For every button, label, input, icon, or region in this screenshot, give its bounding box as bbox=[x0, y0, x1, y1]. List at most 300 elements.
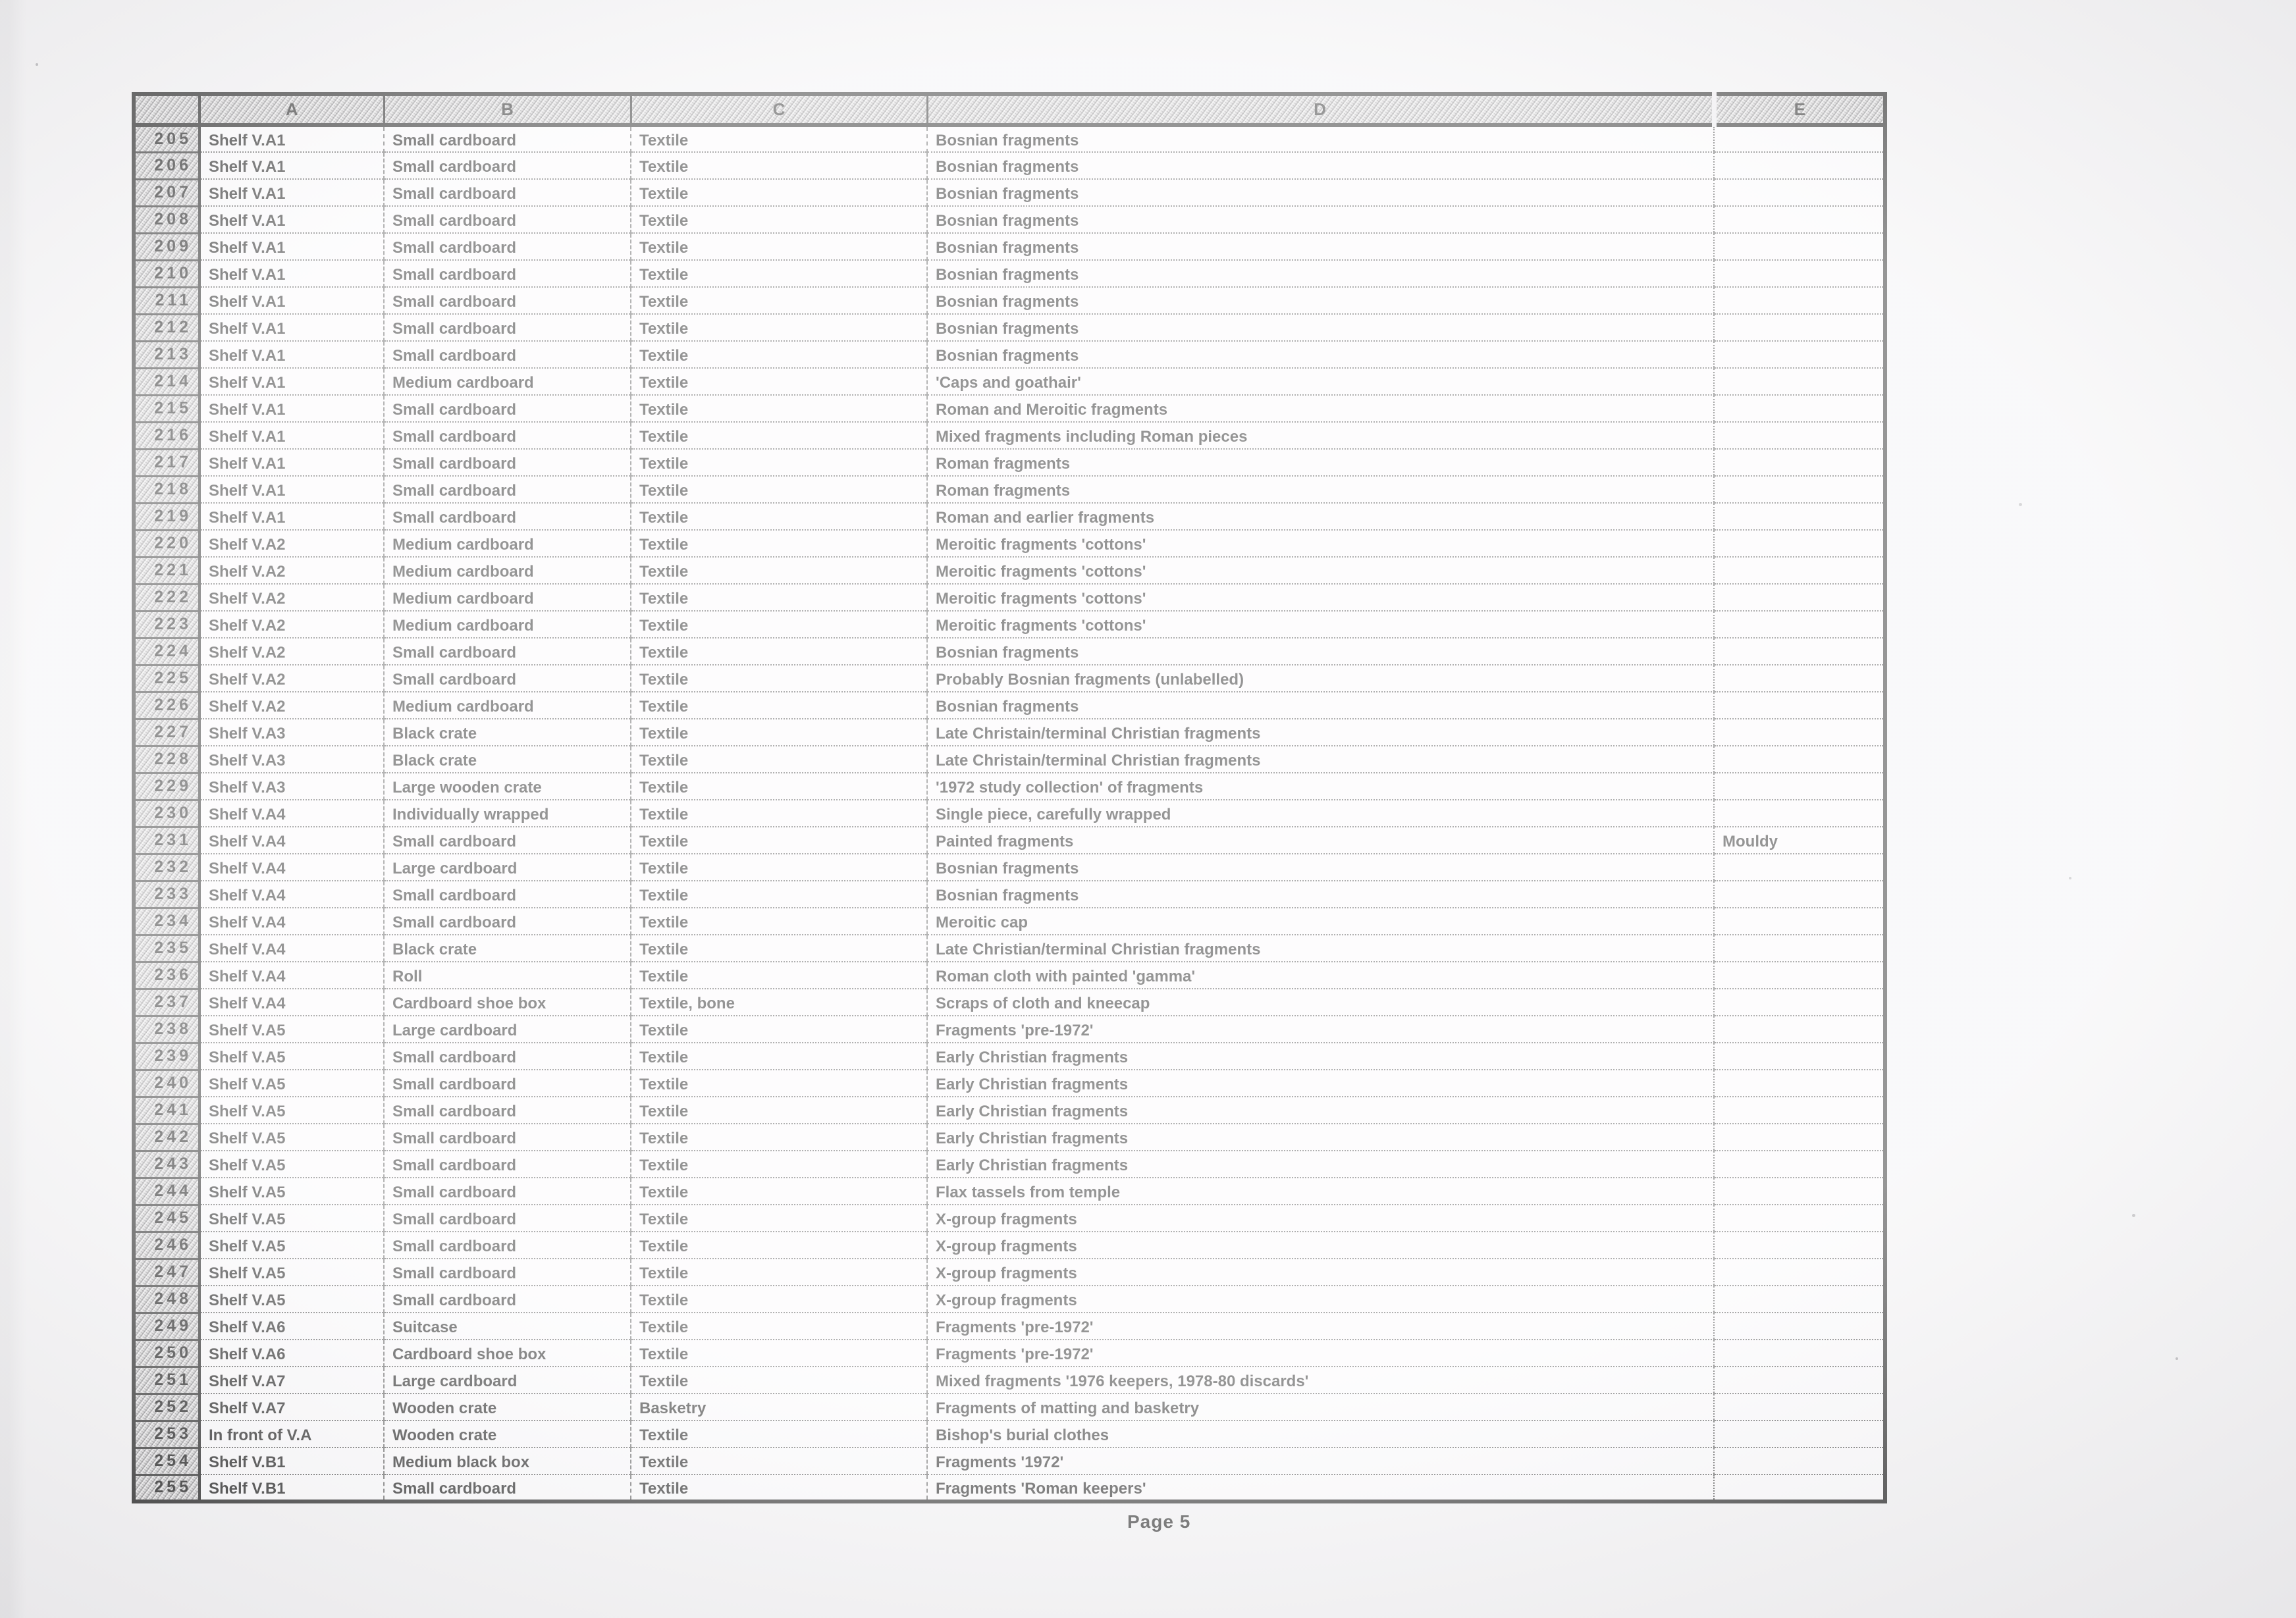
row-number: 209 bbox=[134, 233, 200, 260]
cell-d: Roman fragments bbox=[927, 476, 1714, 503]
cell-c: Textile bbox=[631, 1124, 927, 1151]
cell-e bbox=[1714, 1016, 1885, 1043]
column-header-c: C bbox=[631, 94, 927, 125]
row-number: 226 bbox=[134, 692, 200, 719]
cell-b: Individually wrapped bbox=[384, 800, 631, 827]
cell-b: Small cardboard bbox=[384, 1043, 631, 1070]
cell-b: Medium cardboard bbox=[384, 368, 631, 395]
cell-c: Textile bbox=[631, 1286, 927, 1313]
row-number: 228 bbox=[134, 746, 200, 773]
cell-d: Late Christain/terminal Christian fragments bbox=[927, 719, 1714, 746]
row-number: 217 bbox=[134, 449, 200, 476]
cell-b: Small cardboard bbox=[384, 1259, 631, 1286]
cell-a: Shelf V.A1 bbox=[200, 368, 384, 395]
table-row bbox=[134, 827, 1885, 854]
cell-a: Shelf V.A1 bbox=[200, 125, 384, 152]
table-row bbox=[134, 989, 1885, 1016]
cell-b: Small cardboard bbox=[384, 233, 631, 260]
row-number: 214 bbox=[134, 368, 200, 395]
scan-speck bbox=[2132, 1214, 2135, 1217]
row-number: 223 bbox=[134, 611, 200, 638]
column-header-e: E bbox=[1714, 94, 1885, 125]
cell-d: Painted fragments bbox=[927, 827, 1714, 854]
table-row bbox=[134, 1367, 1885, 1394]
cell-a: Shelf V.A5 bbox=[200, 1232, 384, 1259]
row-number: 224 bbox=[134, 638, 200, 665]
cell-b: Small cardboard bbox=[384, 476, 631, 503]
cell-e bbox=[1714, 854, 1885, 881]
row-number: 227 bbox=[134, 719, 200, 746]
row-number: 245 bbox=[134, 1205, 200, 1232]
cell-b: Small cardboard bbox=[384, 395, 631, 422]
cell-a: Shelf V.A4 bbox=[200, 881, 384, 908]
cell-a: Shelf V.A7 bbox=[200, 1394, 384, 1421]
cell-e bbox=[1714, 665, 1885, 692]
scan-speck bbox=[2019, 503, 2022, 506]
cell-c: Textile bbox=[631, 908, 927, 935]
cell-a: Shelf V.A5 bbox=[200, 1151, 384, 1178]
table-row bbox=[134, 1259, 1885, 1286]
row-number: 231 bbox=[134, 827, 200, 854]
cell-d: X-group fragments bbox=[927, 1205, 1714, 1232]
cell-c: Textile bbox=[631, 233, 927, 260]
cell-e bbox=[1714, 260, 1885, 287]
cell-a: Shelf V.A5 bbox=[200, 1097, 384, 1124]
cell-d: Roman fragments bbox=[927, 449, 1714, 476]
cell-d: Bosnian fragments bbox=[927, 341, 1714, 368]
cell-d: Meroitic fragments 'cottons' bbox=[927, 611, 1714, 638]
row-number: 215 bbox=[134, 395, 200, 422]
cell-d: X-group fragments bbox=[927, 1232, 1714, 1259]
cell-d: Roman and Meroitic fragments bbox=[927, 395, 1714, 422]
cell-d: Roman and earlier fragments bbox=[927, 503, 1714, 530]
table-row bbox=[134, 800, 1885, 827]
cell-b: Small cardboard bbox=[384, 179, 631, 206]
column-header-d: D bbox=[927, 94, 1714, 125]
cell-a: Shelf V.A4 bbox=[200, 935, 384, 962]
row-number: 206 bbox=[134, 152, 200, 179]
cell-c: Textile bbox=[631, 1448, 927, 1474]
cell-a: Shelf V.A2 bbox=[200, 584, 384, 611]
row-number: 235 bbox=[134, 935, 200, 962]
table-row bbox=[134, 1151, 1885, 1178]
cell-e bbox=[1714, 1367, 1885, 1394]
cell-e bbox=[1714, 1448, 1885, 1474]
row-number: 210 bbox=[134, 260, 200, 287]
table-row bbox=[134, 503, 1885, 530]
cell-d: Bosnian fragments bbox=[927, 206, 1714, 233]
cell-d: Bosnian fragments bbox=[927, 692, 1714, 719]
table-row bbox=[134, 773, 1885, 800]
cell-a: Shelf V.A1 bbox=[200, 314, 384, 341]
table-row bbox=[134, 152, 1885, 179]
table-row bbox=[134, 125, 1885, 152]
cell-a: Shelf V.A7 bbox=[200, 1367, 384, 1394]
cell-d: Late Christian/terminal Christian fragments bbox=[927, 935, 1714, 962]
cell-e bbox=[1714, 881, 1885, 908]
row-number: 205 bbox=[134, 125, 200, 152]
cell-e bbox=[1714, 1043, 1885, 1070]
cell-d: Flax tassels from temple bbox=[927, 1178, 1714, 1205]
cell-e bbox=[1714, 908, 1885, 935]
table-row bbox=[134, 1070, 1885, 1097]
row-number: 222 bbox=[134, 584, 200, 611]
cell-d: Late Christain/terminal Christian fragments bbox=[927, 746, 1714, 773]
cell-c: Textile bbox=[631, 287, 927, 314]
table-row bbox=[134, 1232, 1885, 1259]
table-row bbox=[134, 584, 1885, 611]
row-number: 208 bbox=[134, 206, 200, 233]
row-number: 248 bbox=[134, 1286, 200, 1313]
cell-b: Small cardboard bbox=[384, 260, 631, 287]
cell-e bbox=[1714, 1205, 1885, 1232]
row-number: 211 bbox=[134, 287, 200, 314]
table-row bbox=[134, 476, 1885, 503]
cell-d: Fragments 'pre-1972' bbox=[927, 1340, 1714, 1367]
cell-d: 'Caps and goathair' bbox=[927, 368, 1714, 395]
cell-b: Large cardboard bbox=[384, 854, 631, 881]
cell-b: Black crate bbox=[384, 746, 631, 773]
cell-e bbox=[1714, 719, 1885, 746]
row-number-header bbox=[134, 94, 200, 125]
cell-d: Bosnian fragments bbox=[927, 152, 1714, 179]
cell-d: Meroitic cap bbox=[927, 908, 1714, 935]
cell-a: Shelf V.A2 bbox=[200, 665, 384, 692]
cell-d: X-group fragments bbox=[927, 1259, 1714, 1286]
cell-d: X-group fragments bbox=[927, 1286, 1714, 1313]
cell-a: Shelf V.A1 bbox=[200, 395, 384, 422]
cell-c: Textile bbox=[631, 962, 927, 989]
row-number: 254 bbox=[134, 1448, 200, 1474]
cell-e bbox=[1714, 1286, 1885, 1313]
cell-c: Textile bbox=[631, 530, 927, 557]
cell-d: Early Christian fragments bbox=[927, 1124, 1714, 1151]
cell-c: Textile bbox=[631, 800, 927, 827]
table-row bbox=[134, 341, 1885, 368]
cell-a: Shelf V.A5 bbox=[200, 1259, 384, 1286]
cell-b: Small cardboard bbox=[384, 503, 631, 530]
cell-a: Shelf V.B1 bbox=[200, 1448, 384, 1474]
cell-e bbox=[1714, 1151, 1885, 1178]
table-row bbox=[134, 1474, 1885, 1501]
table-row bbox=[134, 1448, 1885, 1474]
cell-c: Textile bbox=[631, 1205, 927, 1232]
row-number: 229 bbox=[134, 773, 200, 800]
cell-c: Textile bbox=[631, 368, 927, 395]
cell-b: Small cardboard bbox=[384, 638, 631, 665]
table-row bbox=[134, 908, 1885, 935]
row-number: 219 bbox=[134, 503, 200, 530]
row-number: 251 bbox=[134, 1367, 200, 1394]
cell-e bbox=[1714, 395, 1885, 422]
table-row bbox=[134, 449, 1885, 476]
row-number: 230 bbox=[134, 800, 200, 827]
cell-c: Textile bbox=[631, 1340, 927, 1367]
cell-e bbox=[1714, 962, 1885, 989]
cell-b: Medium cardboard bbox=[384, 530, 631, 557]
cell-a: Shelf V.A4 bbox=[200, 827, 384, 854]
cell-a: Shelf V.A1 bbox=[200, 476, 384, 503]
cell-b: Small cardboard bbox=[384, 422, 631, 449]
cell-a: Shelf V.A2 bbox=[200, 611, 384, 638]
cell-a: Shelf V.A4 bbox=[200, 854, 384, 881]
table-row bbox=[134, 557, 1885, 584]
row-number: 207 bbox=[134, 179, 200, 206]
cell-b: Small cardboard bbox=[384, 665, 631, 692]
row-number: 236 bbox=[134, 962, 200, 989]
row-number: 240 bbox=[134, 1070, 200, 1097]
cell-c: Textile bbox=[631, 1474, 927, 1501]
cell-b: Cardboard shoe box bbox=[384, 989, 631, 1016]
cell-c: Textile bbox=[631, 1313, 927, 1340]
table-row bbox=[134, 1205, 1885, 1232]
cell-b: Small cardboard bbox=[384, 341, 631, 368]
cell-c: Textile bbox=[631, 557, 927, 584]
cell-c: Textile bbox=[631, 1016, 927, 1043]
cell-c: Textile bbox=[631, 746, 927, 773]
cell-a: Shelf V.A5 bbox=[200, 1124, 384, 1151]
row-number: 220 bbox=[134, 530, 200, 557]
cell-e bbox=[1714, 179, 1885, 206]
cell-c: Textile bbox=[631, 395, 927, 422]
cell-e bbox=[1714, 1421, 1885, 1448]
table-row bbox=[134, 1178, 1885, 1205]
cell-e bbox=[1714, 125, 1885, 152]
cell-b: Suitcase bbox=[384, 1313, 631, 1340]
cell-c: Textile bbox=[631, 1097, 927, 1124]
table-row bbox=[134, 935, 1885, 962]
cell-d: Fragments of matting and basketry bbox=[927, 1394, 1714, 1421]
cell-b: Small cardboard bbox=[384, 1286, 631, 1313]
cell-b: Large wooden crate bbox=[384, 773, 631, 800]
row-number: 221 bbox=[134, 557, 200, 584]
cell-d: Early Christian fragments bbox=[927, 1043, 1714, 1070]
cell-b: Small cardboard bbox=[384, 1232, 631, 1259]
cell-c: Textile bbox=[631, 476, 927, 503]
cell-e bbox=[1714, 746, 1885, 773]
cell-b: Medium cardboard bbox=[384, 557, 631, 584]
cell-d: Bosnian fragments bbox=[927, 287, 1714, 314]
cell-a: Shelf V.A4 bbox=[200, 962, 384, 989]
cell-d: Meroitic fragments 'cottons' bbox=[927, 530, 1714, 557]
cell-a: Shelf V.A1 bbox=[200, 341, 384, 368]
cell-b: Small cardboard bbox=[384, 1097, 631, 1124]
table-row bbox=[134, 719, 1885, 746]
row-number: 246 bbox=[134, 1232, 200, 1259]
cell-d: Meroitic fragments 'cottons' bbox=[927, 557, 1714, 584]
cell-e bbox=[1714, 314, 1885, 341]
table-row bbox=[134, 881, 1885, 908]
cell-c: Basketry bbox=[631, 1394, 927, 1421]
cell-d: Bosnian fragments bbox=[927, 233, 1714, 260]
table-row bbox=[134, 611, 1885, 638]
cell-e bbox=[1714, 449, 1885, 476]
scan-speck bbox=[2176, 1357, 2178, 1360]
cell-c: Textile bbox=[631, 584, 927, 611]
cell-b: Small cardboard bbox=[384, 1070, 631, 1097]
row-number: 250 bbox=[134, 1340, 200, 1367]
cell-a: Shelf V.A1 bbox=[200, 233, 384, 260]
cell-c: Textile bbox=[631, 1259, 927, 1286]
cell-c: Textile bbox=[631, 1043, 927, 1070]
table-row bbox=[134, 638, 1885, 665]
cell-e bbox=[1714, 584, 1885, 611]
cell-e bbox=[1714, 422, 1885, 449]
table-row bbox=[134, 962, 1885, 989]
cell-e bbox=[1714, 1232, 1885, 1259]
cell-a: Shelf V.A1 bbox=[200, 179, 384, 206]
row-number: 255 bbox=[134, 1474, 200, 1501]
row-number: 234 bbox=[134, 908, 200, 935]
cell-c: Textile bbox=[631, 260, 927, 287]
cell-b: Black crate bbox=[384, 719, 631, 746]
cell-d: Bishop's burial clothes bbox=[927, 1421, 1714, 1448]
table-row bbox=[134, 1097, 1885, 1124]
cell-c: Textile bbox=[631, 773, 927, 800]
table-row bbox=[134, 1124, 1885, 1151]
cell-e bbox=[1714, 368, 1885, 395]
table-row bbox=[134, 1313, 1885, 1340]
row-number: 213 bbox=[134, 341, 200, 368]
table-row bbox=[134, 287, 1885, 314]
table-row bbox=[134, 854, 1885, 881]
row-number: 212 bbox=[134, 314, 200, 341]
cell-e bbox=[1714, 1178, 1885, 1205]
table-row bbox=[134, 746, 1885, 773]
cell-d: '1972 study collection' of fragments bbox=[927, 773, 1714, 800]
cell-b: Cardboard shoe box bbox=[384, 1340, 631, 1367]
cell-e bbox=[1714, 638, 1885, 665]
cell-a: Shelf V.A4 bbox=[200, 800, 384, 827]
cell-e bbox=[1714, 152, 1885, 179]
row-number: 239 bbox=[134, 1043, 200, 1070]
table-row bbox=[134, 368, 1885, 395]
cell-c: Textile bbox=[631, 638, 927, 665]
cell-c: Textile bbox=[631, 125, 927, 152]
cell-d: Bosnian fragments bbox=[927, 881, 1714, 908]
row-number: 242 bbox=[134, 1124, 200, 1151]
table-row bbox=[134, 1016, 1885, 1043]
cell-b: Small cardboard bbox=[384, 827, 631, 854]
cell-a: Shelf V.B1 bbox=[200, 1474, 384, 1501]
cell-c: Textile bbox=[631, 503, 927, 530]
cell-c: Textile bbox=[631, 179, 927, 206]
cell-b: Medium cardboard bbox=[384, 692, 631, 719]
cell-c: Textile, bone bbox=[631, 989, 927, 1016]
cell-d: Fragments 'Roman keepers' bbox=[927, 1474, 1714, 1501]
cell-e bbox=[1714, 989, 1885, 1016]
cell-a: Shelf V.A5 bbox=[200, 1043, 384, 1070]
cell-d: Early Christian fragments bbox=[927, 1151, 1714, 1178]
cell-e bbox=[1714, 1394, 1885, 1421]
cell-d: Roman cloth with painted 'gamma' bbox=[927, 962, 1714, 989]
column-header-a: A bbox=[200, 94, 384, 125]
cell-b: Small cardboard bbox=[384, 908, 631, 935]
cell-d: Bosnian fragments bbox=[927, 854, 1714, 881]
cell-a: Shelf V.A3 bbox=[200, 746, 384, 773]
cell-d: Probably Bosnian fragments (unlabelled) bbox=[927, 665, 1714, 692]
row-number: 237 bbox=[134, 989, 200, 1016]
cell-a: Shelf V.A3 bbox=[200, 719, 384, 746]
cell-b: Small cardboard bbox=[384, 287, 631, 314]
cell-c: Textile bbox=[631, 881, 927, 908]
table-body bbox=[134, 125, 1885, 1501]
cell-c: Textile bbox=[631, 692, 927, 719]
row-number: 244 bbox=[134, 1178, 200, 1205]
cell-e bbox=[1714, 476, 1885, 503]
cell-b: Small cardboard bbox=[384, 314, 631, 341]
cell-c: Textile bbox=[631, 611, 927, 638]
row-number: 232 bbox=[134, 854, 200, 881]
cell-a: Shelf V.A6 bbox=[200, 1340, 384, 1367]
cell-d: Bosnian fragments bbox=[927, 125, 1714, 152]
cell-a: Shelf V.A2 bbox=[200, 557, 384, 584]
table-row bbox=[134, 1340, 1885, 1367]
cell-e bbox=[1714, 1070, 1885, 1097]
table-row bbox=[134, 314, 1885, 341]
cell-c: Textile bbox=[631, 422, 927, 449]
cell-a: Shelf V.A2 bbox=[200, 692, 384, 719]
cell-a: Shelf V.A5 bbox=[200, 1286, 384, 1313]
row-number: 249 bbox=[134, 1313, 200, 1340]
cell-a: Shelf V.A5 bbox=[200, 1070, 384, 1097]
cell-b: Large cardboard bbox=[384, 1367, 631, 1394]
cell-b: Small cardboard bbox=[384, 881, 631, 908]
cell-c: Textile bbox=[631, 1232, 927, 1259]
cell-b: Small cardboard bbox=[384, 1474, 631, 1501]
cell-e bbox=[1714, 530, 1885, 557]
cell-a: Shelf V.A4 bbox=[200, 908, 384, 935]
cell-a: Shelf V.A1 bbox=[200, 449, 384, 476]
cell-a: Shelf V.A5 bbox=[200, 1205, 384, 1232]
row-number: 225 bbox=[134, 665, 200, 692]
row-number: 252 bbox=[134, 1394, 200, 1421]
table-row bbox=[134, 692, 1885, 719]
cell-e bbox=[1714, 1097, 1885, 1124]
cell-e: Mouldy bbox=[1714, 827, 1885, 854]
cell-e bbox=[1714, 1474, 1885, 1501]
inventory-table bbox=[132, 92, 1887, 1503]
cell-a: Shelf V.A1 bbox=[200, 260, 384, 287]
row-number: 233 bbox=[134, 881, 200, 908]
cell-e bbox=[1714, 1340, 1885, 1367]
cell-c: Textile bbox=[631, 719, 927, 746]
cell-b: Small cardboard bbox=[384, 1124, 631, 1151]
cell-d: Bosnian fragments bbox=[927, 638, 1714, 665]
cell-b: Roll bbox=[384, 962, 631, 989]
column-header-b: B bbox=[384, 94, 631, 125]
cell-c: Textile bbox=[631, 1421, 927, 1448]
row-number: 238 bbox=[134, 1016, 200, 1043]
row-number: 241 bbox=[134, 1097, 200, 1124]
cell-d: Bosnian fragments bbox=[927, 179, 1714, 206]
cell-e bbox=[1714, 611, 1885, 638]
cell-c: Textile bbox=[631, 935, 927, 962]
cell-d: Mixed fragments including Roman pieces bbox=[927, 422, 1714, 449]
cell-c: Textile bbox=[631, 314, 927, 341]
cell-c: Textile bbox=[631, 206, 927, 233]
cell-a: Shelf V.A1 bbox=[200, 287, 384, 314]
cell-c: Textile bbox=[631, 341, 927, 368]
cell-d: Mixed fragments '1976 keepers, 1978-80 discards' bbox=[927, 1367, 1714, 1394]
cell-b: Large cardboard bbox=[384, 1016, 631, 1043]
cell-e bbox=[1714, 233, 1885, 260]
cell-b: Small cardboard bbox=[384, 152, 631, 179]
row-number: 216 bbox=[134, 422, 200, 449]
cell-a: In front of V.A bbox=[200, 1421, 384, 1448]
table-row bbox=[134, 665, 1885, 692]
row-number: 243 bbox=[134, 1151, 200, 1178]
